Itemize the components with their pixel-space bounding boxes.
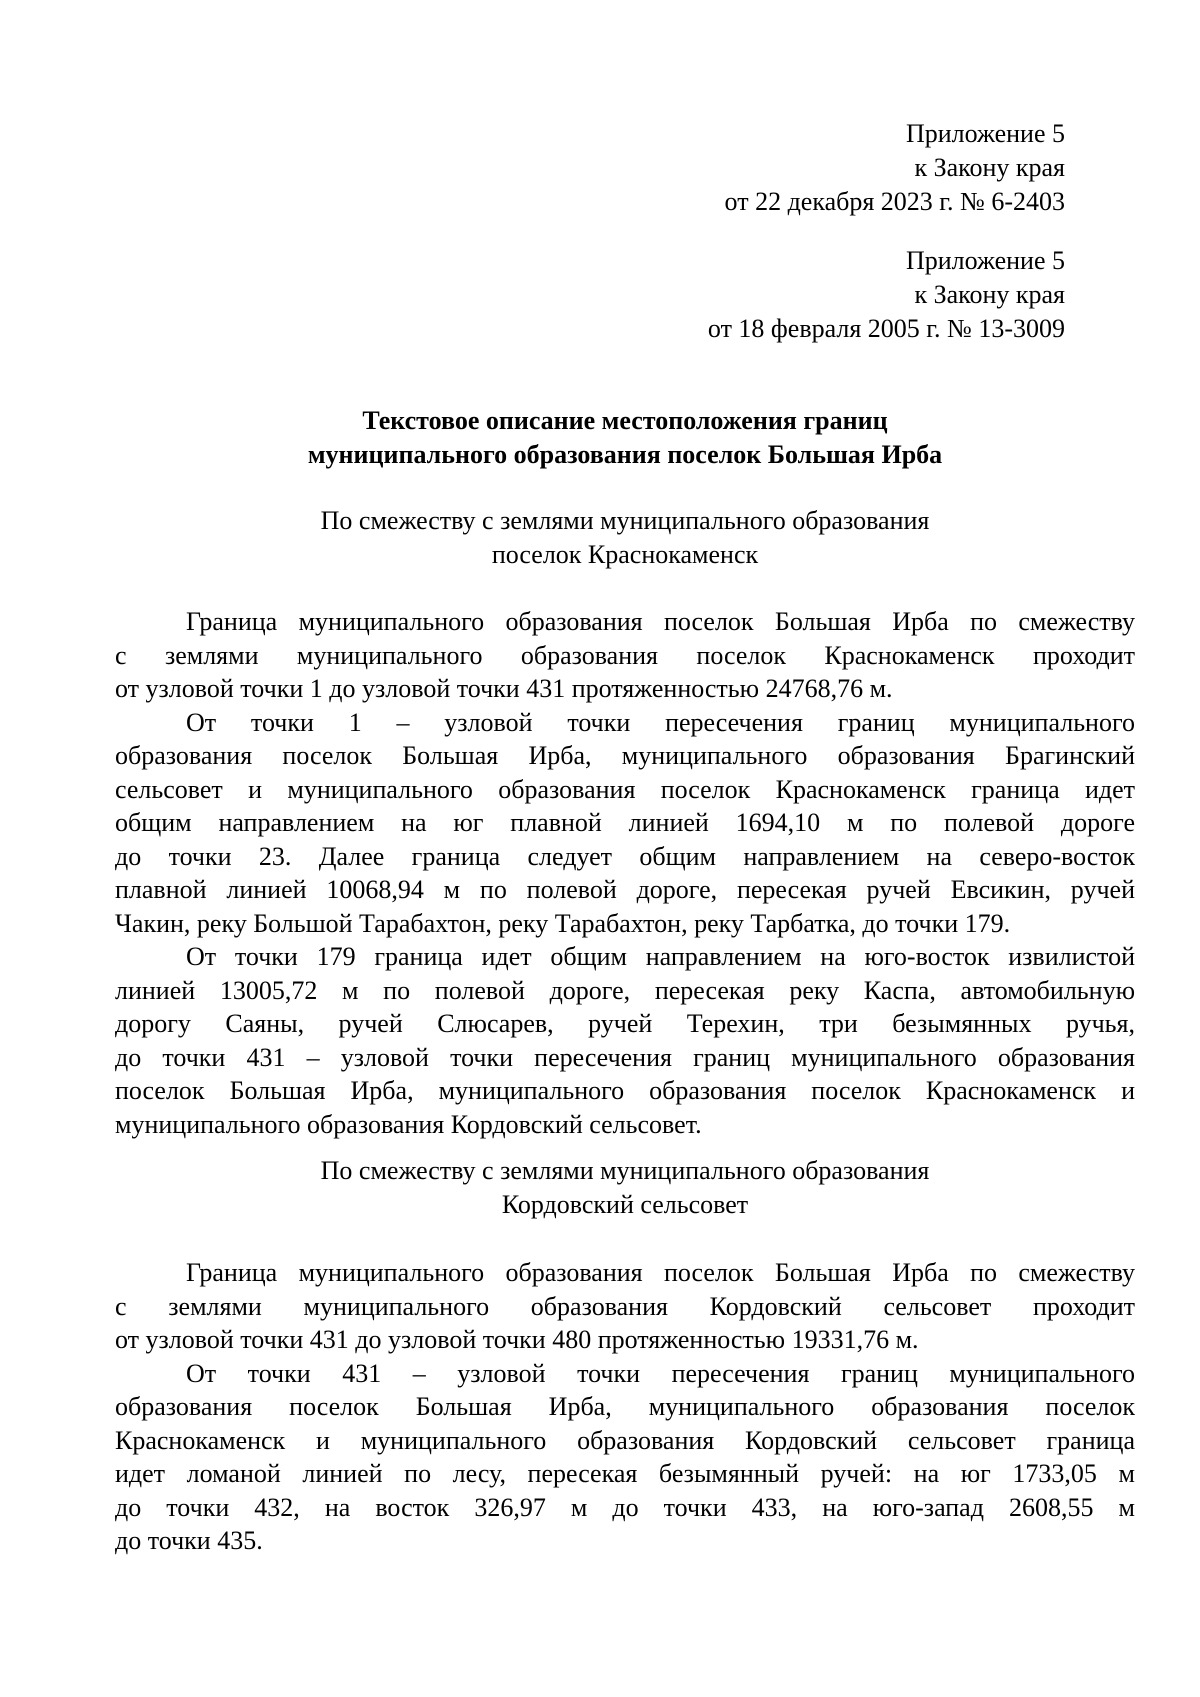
body-line: от узловой точки 431 до узловой точки 480 протяженностью 19331,76 м.	[115, 1325, 919, 1354]
body-line: муниципального образования Кордовский сельсовет.	[115, 1109, 702, 1139]
body-line: образования поселок Большая Ирба, муниципального образования поселок	[115, 1392, 1135, 1421]
section-heading	[115, 504, 1135, 572]
appendix-law-date: от 18 февраля 2005 г. № 13-3009	[707, 314, 1065, 343]
body-line: с землями муниципального образования поселок Краснокаменск проходит	[115, 640, 1135, 670]
body-line: От точки 1 – узловой точки пересечения границ муниципального	[186, 707, 1135, 737]
body-line: Граница муниципального образования поселок Большая Ирба по смежеству	[186, 607, 1135, 636]
body-line: сельсовет и муниципального образования поселок Краснокаменск граница идет	[115, 774, 1135, 804]
section-heading-line: По смежеству с землями муниципального образования	[320, 1156, 930, 1185]
document-title	[115, 404, 1135, 472]
appendix-original-reference	[465, 244, 1065, 346]
section-heading-line: поселок Краснокаменск	[491, 540, 759, 569]
body-line: общим направлением на юг плавной линией 1694,10 м по полевой дороге	[115, 808, 1135, 837]
body-line: до точки 23. Далее граница следует общим направлением на северо-восток	[115, 841, 1135, 871]
appendix-number: Приложение 5	[905, 119, 1065, 148]
body-line: образования поселок Большая Ирба, муниципального образования Брагинский	[115, 741, 1135, 770]
title-line: муниципального образования поселок Большая Ирба	[307, 440, 943, 469]
body-line: идет ломаной линией по лесу, пересекая безымянный ручей: на юг 1733,05 м	[115, 1459, 1135, 1488]
body-line: Краснокаменск и муниципального образования Кордовский сельсовет граница	[115, 1425, 1135, 1455]
appendix-law-ref: к Закону края	[914, 280, 1065, 309]
body-line: от узловой точки 1 до узловой точки 431 протяженностью 24768,76 м.	[115, 674, 893, 703]
section-body	[115, 605, 1135, 1141]
title-line: Текстовое описание местоположения границ	[362, 406, 888, 435]
body-line: От точки 179 граница идет общим направлением на юго-восток извилистой	[186, 942, 1135, 971]
body-line: плавной линией 10068,94 м по полевой дороге, пересекая ручей Евсикин, ручей	[115, 875, 1135, 904]
body-line: линией 13005,72 м по полевой дороге, пересекая реку Каспа, автомобильную	[115, 975, 1135, 1005]
section-heading-line: По смежеству с землями муниципального образования	[320, 506, 930, 535]
body-line: От точки 431 – узловой точки пересечения границ муниципального	[186, 1358, 1135, 1388]
body-line: до точки 435.	[115, 1526, 263, 1555]
body-line: Чакин, реку Большой Тарабахтон, реку Тарабахтон, реку Тарбатка, до точки 179.	[115, 908, 1011, 938]
appendix-law-date: от 22 декабря 2023 г. № 6-2403	[724, 187, 1065, 216]
body-line: до точки 432, на восток 326,97 м до точки 433, на юго-запад 2608,55 м	[115, 1492, 1135, 1522]
appendix-number: Приложение 5	[905, 246, 1065, 275]
body-line: с землями муниципального образования Кордовский сельсовет проходит	[115, 1291, 1135, 1321]
appendix-current-reference	[465, 117, 1065, 219]
body-line: дорогу Саяны, ручей Слюсарев, ручей Терехин, три безымянных ручья,	[115, 1009, 1135, 1038]
body-line: Граница муниципального образования поселок Большая Ирба по смежеству	[186, 1258, 1135, 1287]
section-heading	[115, 1154, 1135, 1222]
section-body	[115, 1256, 1135, 1558]
body-line: поселок Большая Ирба, муниципального образования поселок Краснокаменск и	[115, 1076, 1135, 1105]
section-heading-line: Кордовский сельсовет	[501, 1190, 749, 1219]
appendix-law-ref: к Закону края	[914, 153, 1065, 182]
body-line: до точки 431 – узловой точки пересечения границ муниципального образования	[115, 1042, 1135, 1072]
